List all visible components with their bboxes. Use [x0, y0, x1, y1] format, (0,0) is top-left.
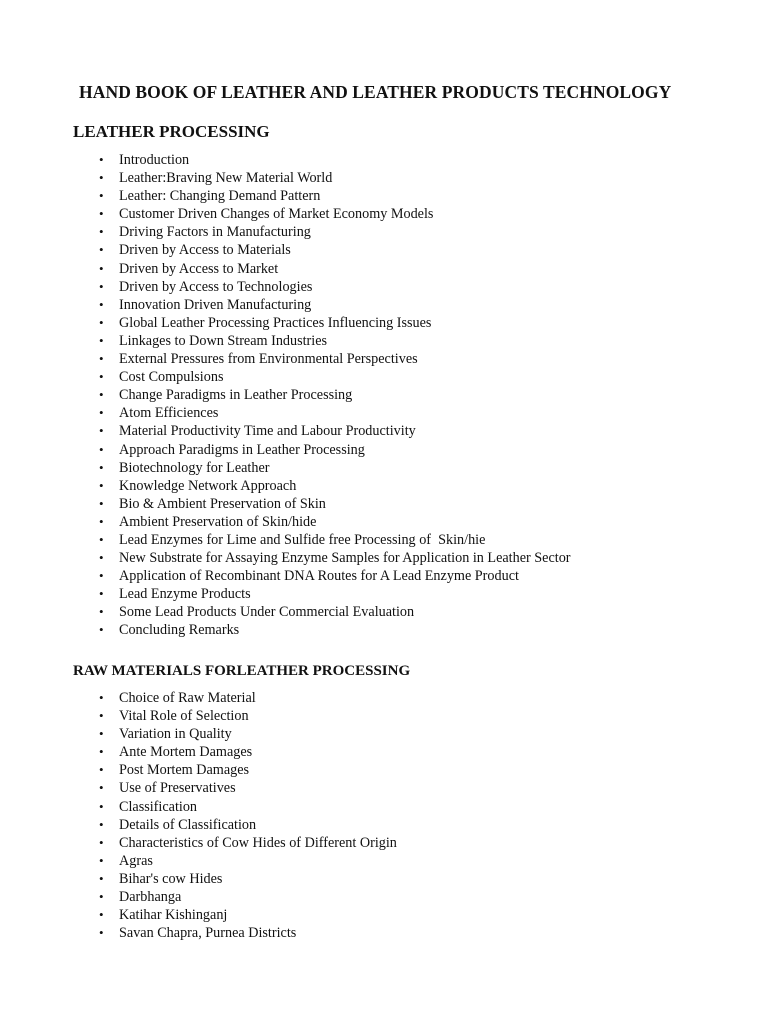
bullet-icon: • [99, 744, 104, 760]
bullet-icon: • [99, 531, 104, 547]
list-item-text: Knowledge Network Approach [119, 477, 297, 494]
list-item-text: Driven by Access to Market [119, 260, 279, 277]
bullet-icon: • [99, 314, 104, 330]
bullet-icon: • [99, 726, 104, 742]
bullet-icon: • [99, 278, 104, 294]
bullet-icon: • [99, 550, 104, 566]
list-item-text: Driven by Access to Materials [119, 242, 291, 259]
list-item-text: Atom Efficiences [119, 405, 219, 422]
bullet-icon: • [99, 296, 104, 312]
bullet-icon: • [99, 568, 104, 584]
list-item-text: Biotechnology for Leather [119, 459, 270, 476]
bullet-icon: • [99, 622, 104, 638]
bullet-icon: • [99, 604, 104, 620]
bullet-icon: • [99, 224, 104, 240]
bullet-icon: • [99, 907, 104, 923]
bullet-icon: • [99, 870, 104, 886]
bullet-icon: • [99, 260, 104, 276]
bullet-icon: • [99, 834, 104, 850]
list-item-text: Agras [119, 852, 153, 869]
list-item-text: Introduction [119, 152, 190, 168]
list-item-text: Some Lead Products Under Commercial Evaluation [119, 604, 415, 621]
list-item-text: Lead Enzymes for Lime and Sulfide free Processing of Skin/hie [119, 531, 486, 548]
list-item-text: Lead Enzyme Products [119, 586, 251, 603]
bullet-icon: • [99, 586, 104, 602]
section-heading-raw-materials: RAW MATERIALS FORLEATHER PROCESSING [73, 663, 411, 679]
bullet-icon: • [99, 690, 104, 705]
list-item-text: Bio & Ambient Preservation of Skin [119, 495, 326, 512]
bullet-icon: • [99, 495, 104, 511]
list-item-text: Vital Role of Selection [119, 708, 249, 725]
list-item-text: Details of Classification [119, 816, 257, 833]
bullet-icon: • [99, 925, 104, 941]
list-item-text: Ambient Preservation of Skin/hide [119, 513, 317, 530]
bullet-icon: • [99, 206, 104, 222]
bullet-icon: • [99, 441, 104, 457]
list-item-text: Approach Paradigms in Leather Processing [119, 441, 365, 458]
list-item-text: Variation in Quality [119, 726, 232, 743]
bullet-icon: • [99, 369, 104, 385]
list-item-text: External Pressures from Environmental Perspectives [119, 351, 418, 368]
bullet-icon: • [99, 889, 104, 905]
list-item-text: Darbhanga [119, 889, 182, 906]
bullet-icon: • [99, 332, 104, 348]
list-item-text: Cost Compulsions [119, 369, 224, 386]
list-item-text: Driven by Access to Technologies [119, 278, 313, 295]
list-item-text: Change Paradigms in Leather Processing [119, 387, 353, 404]
bullet-icon: • [99, 708, 104, 724]
bullet-icon: • [99, 780, 104, 796]
bullet-icon: • [99, 423, 104, 439]
bullet-icon: • [99, 798, 104, 814]
section-heading-leather-processing: LEATHER PROCESSING [73, 122, 270, 141]
bullet-icon: • [99, 513, 104, 529]
list-item-text: Ante Mortem Damages [119, 744, 253, 761]
list-item-text: Linkages to Down Stream Industries [119, 332, 328, 349]
list-item-text: Customer Driven Changes of Market Economy Models [119, 206, 434, 223]
list-item-text: Bihar's cow Hides [119, 870, 223, 887]
list-item-text: Leather:Braving New Material World [119, 170, 333, 187]
document-title: HAND BOOK OF LEATHER AND LEATHER PRODUCTS TECHNOLOGY [79, 82, 672, 102]
bullet-icon: • [99, 762, 104, 778]
bullet-icon: • [99, 816, 104, 832]
bullet-icon: • [99, 242, 104, 258]
list-item-text: Classification [119, 798, 198, 815]
bullet-icon: • [99, 351, 104, 367]
list-item-text: Global Leather Processing Practices Influencing Issues [119, 314, 432, 331]
bullet-icon: • [99, 188, 104, 204]
list-item-text: Concluding Remarks [119, 622, 240, 639]
bullet-icon: • [99, 387, 104, 403]
list-item-text: Characteristics of Cow Hides of Different Origin [119, 834, 397, 851]
list-item-text: Material Productivity Time and Labour Productivity [119, 423, 416, 440]
list-item-text: New Substrate for Assaying Enzyme Samples for Application in Leather Sector [119, 550, 571, 567]
list-item-text: Savan Chapra, Purnea Districts [119, 925, 297, 942]
list-item-text: Katihar Kishinganj [119, 907, 228, 924]
list-item-text: Use of Preservatives [119, 780, 236, 797]
bullet-icon: • [99, 459, 104, 475]
list-item-text: Driving Factors in Manufacturing [119, 224, 311, 241]
list-item-text: Leather: Changing Demand Pattern [119, 188, 321, 205]
list-item-text: Post Mortem Damages [119, 762, 250, 779]
bullet-icon: • [99, 152, 104, 167]
list-item-text: Application of Recombinant DNA Routes for A Lead Enzyme Product [119, 568, 519, 585]
bullet-icon: • [99, 477, 104, 493]
bullet-icon: • [99, 170, 104, 186]
list-item-text: Innovation Driven Manufacturing [119, 296, 312, 313]
bullet-icon: • [99, 405, 104, 421]
list-item-text: Choice of Raw Material [119, 690, 256, 706]
bullet-icon: • [99, 852, 104, 868]
